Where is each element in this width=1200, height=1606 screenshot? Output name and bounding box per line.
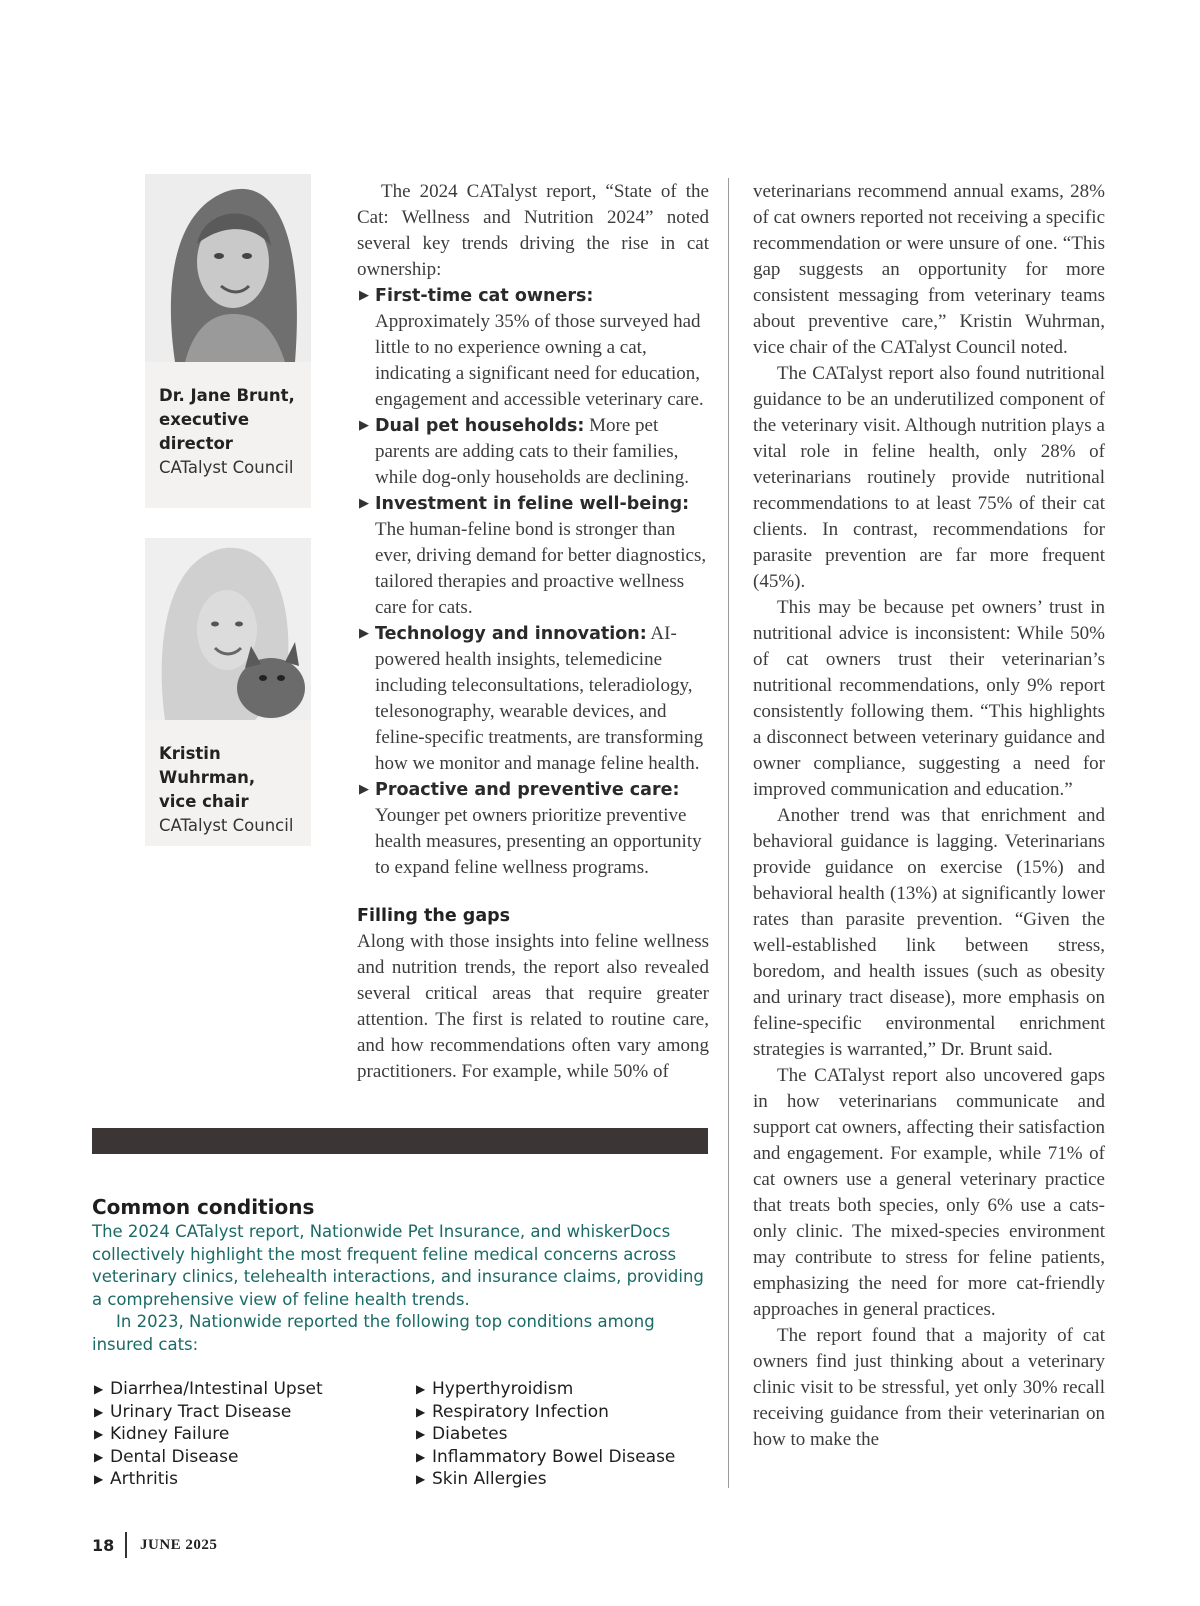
triangle-bullet-icon: ▶ — [94, 1472, 104, 1486]
bio-caption-kristin — [145, 720, 311, 846]
triangle-bullet-icon: ▶ — [94, 1382, 104, 1396]
condition-label: Skin Allergies — [432, 1469, 547, 1489]
list-item — [357, 413, 709, 491]
bio-role: vice chair — [159, 792, 249, 811]
body-paragraph: This may be because pet owners’ trust in nutritional advice is inconsistent: While 50% of cat owners trust their veterinarian’s nutritional recommendations, only 9% report consistently following them. “This highlights a disconnect between veterinary guidance and owner compliance, suggesting a need for improved communication and education.” — [753, 597, 1105, 800]
article-column-1 — [357, 179, 709, 1085]
bullet-text: AI-powered health insights, telemedicine including teleconsultations, teleradiology, telesonography, wearable devices, and feline-specific treatments, are transforming how we monitor and manage feline health. — [375, 623, 704, 774]
condition-label: Diabetes — [432, 1424, 508, 1444]
triangle-bullet-icon: ▶ — [359, 288, 369, 303]
list-item — [357, 491, 709, 621]
list-item — [92, 1401, 392, 1424]
footer-divider — [125, 1532, 127, 1558]
bullet-lead: Investment in feline well-being: — [375, 494, 690, 514]
page-number: 18 — [92, 1536, 115, 1555]
condition-label: Kidney Failure — [110, 1424, 230, 1444]
list-item — [92, 1446, 392, 1469]
body-paragraph: The CATalyst report also uncovered gaps in how veterinarians communicate and support cat owners, affecting their satisfaction and engagement. For example, while 71% of cat owners use a general veterinary practice that treats both species, only 6% use a cats-only clinic. The mixed-species environment may contribute to stress for feline patients, emphasizing the need for more cat-friendly approaches in general practices. — [753, 1065, 1105, 1320]
gaps-paragraph: Along with those insights into feline wellness and nutrition trends, the report also revealed several critical areas that require greater attention. The first is related to routine care, and how recommendations often vary among practitioners. For example, while 50% of — [357, 931, 709, 1082]
triangle-bullet-icon: ▶ — [359, 626, 369, 641]
issue-date: JUNE 2025 — [140, 1537, 218, 1553]
list-item — [414, 1468, 714, 1491]
list-item — [357, 283, 709, 413]
triangle-bullet-icon: ▶ — [359, 782, 369, 797]
condition-label: Diarrhea/Intestinal Upset — [110, 1379, 323, 1399]
condition-label: Urinary Tract Disease — [110, 1401, 292, 1422]
body-paragraph: Another trend was that enrichment and behavioral guidance is lagging. Veterinarians provide guidance on exercise (15%) and behavioral health (13%) at significantly lower rates than parasite prevention. “Given the well-established link between stress, boredom, and health issues (such as obesity and urinary tract disease), more emphasis on feline-specific environmental enrichment strategies is warranted,” Dr. Brunt said. — [753, 805, 1105, 1060]
intro-paragraph: The 2024 CATalyst report, “State of the Cat: Wellness and Nutrition 2024” noted several key trends driving the rise in cat ownership: — [357, 181, 709, 280]
list-item — [414, 1423, 714, 1446]
bullet-lead: Technology and innovation: — [375, 624, 647, 644]
portrait-kristin-wuhrman — [145, 538, 311, 720]
body-paragraph: The CATalyst report also found nutritional guidance to be an underutilized component of the veterinary visit. Although nutrition plays a vital role in feline health, only 28% of veterinarians routinely provide nutritional recommendations to at least 75% of their cat clients. In contrast, recommendations for parasite prevention are far more frequent (45%). — [753, 363, 1105, 592]
bullet-text: More pet parents are adding cats to their families, while dog-only households are declining. — [375, 415, 689, 488]
bullet-text: Younger pet owners prioritize preventive health measures, presenting an opportunity to expand feline wellness programs. — [375, 805, 702, 878]
bullet-lead: Proactive and preventive care: — [375, 780, 680, 800]
bio-name: Dr. Jane Brunt, — [159, 386, 295, 405]
triangle-bullet-icon: ▶ — [416, 1472, 426, 1486]
body-paragraph: The report found that a majority of cat owners find just thinking about a veterinary clinic visit to be stressful, yet only 30% recall receiving guidance from their veterinarian on how to make the — [753, 1325, 1105, 1450]
bio-name: Kristin Wuhrman, — [159, 744, 256, 787]
condition-label: Inflammatory Bowel Disease — [432, 1446, 676, 1467]
list-item — [357, 777, 709, 881]
bio-org: CATalyst Council — [159, 816, 294, 835]
triangle-bullet-icon: ▶ — [94, 1427, 104, 1441]
conditions-list-right — [414, 1378, 714, 1491]
list-item — [92, 1468, 392, 1491]
bio-role: director — [159, 434, 233, 453]
column-divider — [728, 178, 729, 1488]
condition-label: Dental Disease — [110, 1446, 239, 1467]
bullet-text: Approximately 35% of those surveyed had little to no experience owning a cat, indicating a significant need for education, engagement and accessible veterinary care. — [375, 311, 704, 410]
sidebar-intro — [92, 1221, 708, 1356]
body-paragraph: veterinarians recommend annual exams, 28% of cat owners reported not receiving a specific recommendation or were unsure of one. “This gap suggests an opportunity for more consistent messaging from veterinary teams about preventive care,” Kristin Wuhrman, vice chair of the CATalyst Council noted. — [753, 181, 1105, 358]
portrait-image — [145, 174, 311, 362]
list-item — [414, 1446, 714, 1469]
list-item — [414, 1378, 714, 1401]
triangle-bullet-icon: ▶ — [94, 1404, 104, 1419]
list-item — [92, 1423, 392, 1446]
bio-org: CATalyst Council — [159, 458, 294, 477]
condition-label: Hyperthyroidism — [432, 1379, 574, 1399]
trend-list — [357, 283, 709, 881]
bullet-lead: Dual pet households: — [375, 416, 585, 436]
triangle-bullet-icon: ▶ — [416, 1427, 426, 1441]
triangle-bullet-icon: ▶ — [359, 496, 369, 511]
conditions-list-left — [92, 1378, 392, 1491]
sidebar-paragraph: The 2024 CATalyst report, Nationwide Pet Insurance, and whiskerDocs collectively highlight the most frequent feline medical concerns across veterinary clinics, telehealth interactions, and insurance claims, providing a comprehensive view of feline health trends. — [92, 1222, 704, 1309]
condition-label: Arthritis — [110, 1469, 179, 1489]
triangle-bullet-icon: ▶ — [416, 1449, 426, 1464]
bullet-text: The human-feline bond is stronger than ever, driving demand for better diagnostics, tailored therapies and proactive wellness care for cats. — [375, 519, 707, 618]
triangle-bullet-icon: ▶ — [416, 1382, 426, 1396]
portrait-jane-brunt — [145, 174, 311, 362]
triangle-bullet-icon: ▶ — [416, 1404, 426, 1419]
sidebar-title: Common conditions — [92, 1195, 315, 1219]
portrait-image — [145, 538, 311, 720]
bullet-lead: First-time cat owners: — [375, 286, 594, 306]
triangle-bullet-icon: ▶ — [359, 418, 369, 433]
article-column-2 — [753, 179, 1105, 1453]
list-item — [414, 1401, 714, 1424]
condition-label: Respiratory Infection — [432, 1401, 609, 1422]
bio-caption-jane — [145, 362, 311, 508]
sidebar-paragraph: In 2023, Nationwide reported the following top conditions among insured cats: — [92, 1312, 655, 1354]
list-item — [92, 1378, 392, 1401]
section-heading: Filling the gaps — [357, 906, 511, 926]
triangle-bullet-icon: ▶ — [94, 1449, 104, 1464]
list-item — [357, 621, 709, 777]
sidebar-header-bar — [92, 1128, 708, 1154]
bio-role: executive — [159, 410, 250, 429]
